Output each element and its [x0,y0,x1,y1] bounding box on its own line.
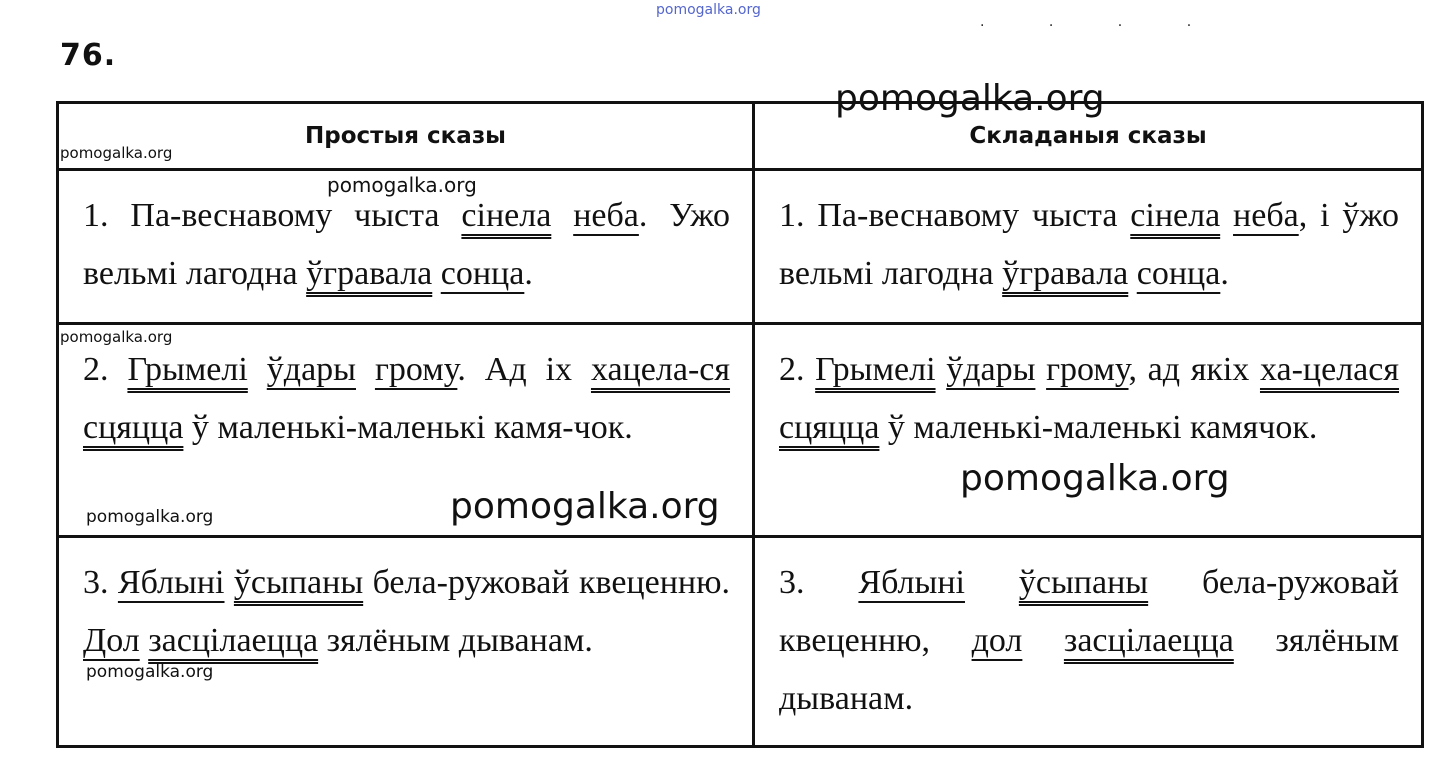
subject-word: Яблыні [858,564,965,601]
subject-word: Яблыні [117,564,225,601]
text-fragment [140,622,149,659]
subject-word: дол [971,622,1023,659]
subject-word: неба [573,197,639,234]
predicate-word: сцяцца [779,409,880,446]
text-fragment: зялёным дыванам. [779,622,1399,717]
exercise-number: 76. [60,38,117,73]
text-fragment: ў маленькі-маленькі камя-чок. [183,409,633,446]
predicate-word: хацела-ся [590,351,731,388]
text-fragment [356,351,375,388]
text-fragment [965,564,1019,601]
text-fragment: , і ўжо вельмі лагодна [779,197,1400,292]
text-fragment: . Ужо вельмі лагодна [83,197,730,292]
text-fragment [551,197,573,234]
table-header-row [58,103,1423,170]
watermark-top: pomogalka.org [656,2,761,18]
text-fragment: 2. [83,351,128,388]
cell-simple-3 [58,537,754,747]
subject-word: сонца [440,255,525,292]
scan-specks: · · · · [980,18,1222,34]
subject-word: ўдары [946,351,1036,388]
predicate-word: Грымелі [127,351,248,388]
watermark-header-right: pomogalka.org [835,78,1105,119]
text-fragment: , ад якіх [1128,351,1260,388]
text-fragment [1035,351,1046,388]
text-fragment: 1. Па-веснавому чыста [779,197,1131,234]
sentence-text [755,538,1421,728]
text-fragment: 2. [779,351,816,388]
text-fragment [432,255,441,292]
subject-word: Дол [83,622,140,659]
predicate-word: ха-целася [1259,351,1400,388]
text-fragment [936,351,947,388]
predicate-word: сінела [461,197,552,234]
predicate-word: засцілаецца [148,622,319,659]
text-fragment: 3. [779,564,859,601]
cell-complex-3 [754,537,1423,747]
sentence-text [755,325,1421,457]
watermark-row2-right: pomogalka.org [960,458,1230,499]
predicate-word: Грымелі [815,351,936,388]
text-fragment: . Ад іх [457,351,591,388]
subject-word: ўдары [266,351,356,388]
sentence-text [59,538,752,670]
text-fragment: 1. Па-веснавому чыста [83,197,462,234]
header-complex-sentences: Складаныя сказы [754,103,1423,170]
watermark-row2-left-top: pomogalka.org [60,328,173,346]
table-row [58,324,1423,537]
watermark-header-left: pomogalka.org [60,144,173,162]
predicate-word: ўсыпаны [1018,564,1149,601]
cell-complex-1 [754,170,1423,324]
subject-word: грому [374,351,458,388]
table-row [58,170,1423,324]
subject-word: грому [1046,351,1129,388]
predicate-word: сінела [1130,197,1221,234]
sentence-text [755,171,1421,303]
text-fragment: бела-ружовай квеценню. [363,564,730,601]
watermark-row2-center: pomogalka.org [450,486,720,527]
text-fragment: ў маленькі-маленькі камячок. [879,409,1318,446]
predicate-word: ўсыпаны [233,564,364,601]
header-simple-sentences: Простыя сказы [58,103,754,170]
text-fragment [225,564,234,601]
text-fragment: 3. [83,564,118,601]
text-fragment [248,351,267,388]
watermark-row1-left: pomogalka.org [327,173,477,197]
watermark-row3-left: pomogalka.org [86,662,214,682]
text-fragment: зялёным дыванам. [318,622,593,659]
cell-complex-2 [754,324,1423,537]
subject-word: сонца [1136,255,1221,292]
predicate-word: сцяцца [83,409,184,446]
predicate-word: засцілаецца [1063,622,1234,659]
text-fragment: бела-ружовай квеценню, [779,564,1399,659]
predicate-word: ўгравала [1002,255,1129,292]
watermark-row2-left-bottom: pomogalka.org [86,507,214,527]
subject-word: неба [1233,197,1299,234]
text-fragment [1220,197,1233,234]
text-fragment: . [1220,255,1229,292]
text-fragment [1022,622,1064,659]
text-fragment: . [524,255,533,292]
text-fragment [1128,255,1137,292]
predicate-word: ўгравала [306,255,433,292]
sentences-table [56,101,1424,748]
table-row [58,537,1423,747]
